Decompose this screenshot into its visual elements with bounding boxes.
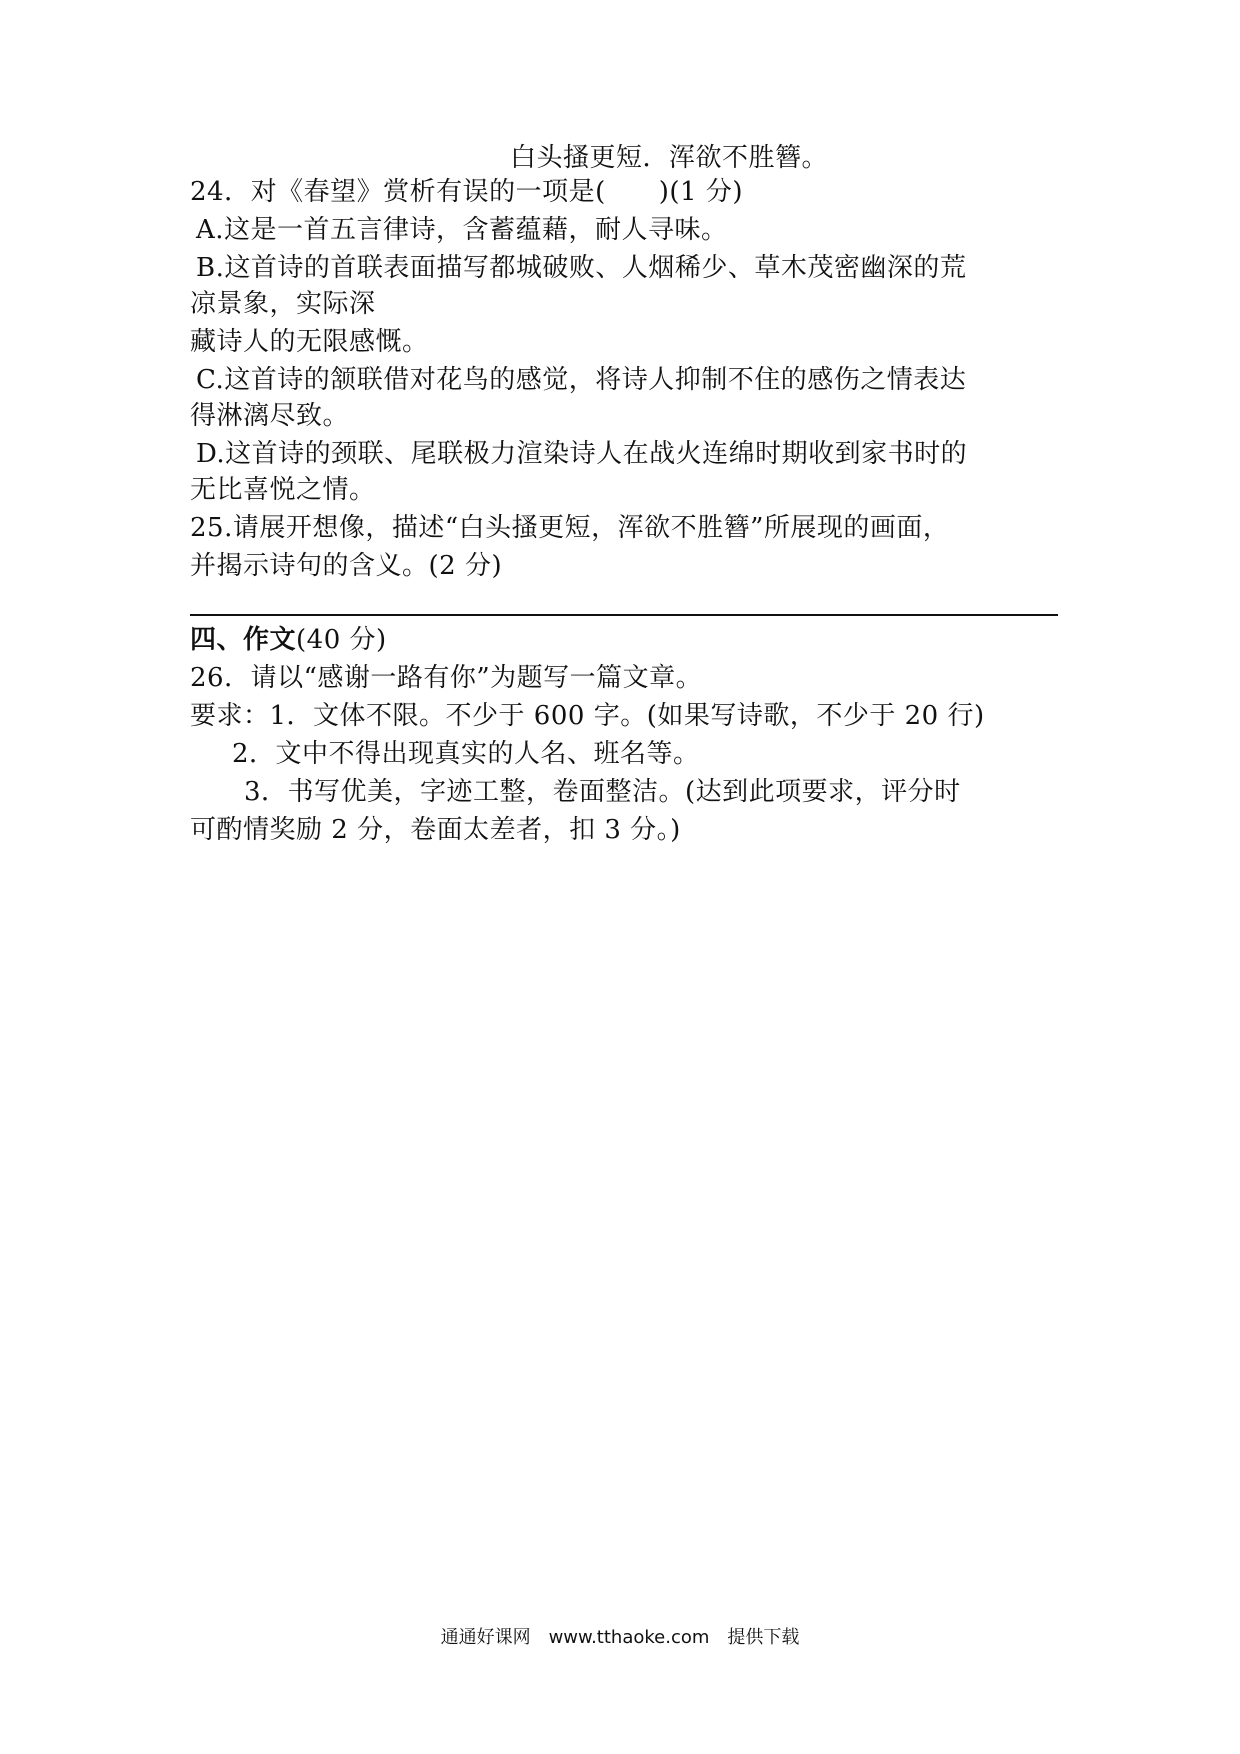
question-26-requirement-1: 要求：1．文体不限。不少于 600 字。(如果写诗歌，不少于 20 行) — [190, 701, 985, 731]
question-26-requirement-2: 2．文中不得出现真实的人名、班名等。 — [232, 739, 700, 769]
section-4-heading-row — [190, 620, 1060, 660]
section-4-score: (40 分) — [296, 625, 387, 655]
question-24-option-b-line1: B.这首诗的首联表面描写都城破败、人烟稀少、草木茂密幽深的荒 — [196, 253, 967, 283]
question-24-option-c-line1: C.这首诗的颔联借对花鸟的感觉，将诗人抑制不住的感伤之情表达 — [196, 365, 967, 395]
page-footer: 通通好课网 www.tthaoke.com 提供下载 — [440, 1627, 800, 1648]
question-25-line2: 并揭示诗句的含义。(2 分) — [190, 551, 503, 581]
poem-tail-line: 白头搔更短．浑欲不胜簪。 — [510, 143, 829, 173]
question-24-stem: 24．对《春望》赏析有误的一项是( )(1 分) — [190, 177, 743, 207]
question-26-requirement-3-line2: 可酌情奖励 2 分，卷面太差者，扣 3 分。) — [190, 815, 681, 845]
question-24-option-b-line3: 藏诗人的无限感慨。 — [190, 327, 429, 357]
question-24-option-b-line2: 凉景象，实际深 — [190, 289, 376, 319]
question-25-line1: 25.请展开想像，描述“白头搔更短，浑欲不胜簪”所展现的画面， — [190, 513, 950, 543]
question-26-prompt: 26．请以“感谢一路有你”为题写一篇文章。 — [190, 663, 703, 693]
question-24-option-c-line2: 得淋漓尽致。 — [190, 401, 350, 431]
section-4-heading: 四、作文 — [190, 625, 297, 655]
section-divider — [190, 614, 1058, 616]
question-24-option-d-line1: D.这首诗的颈联、尾联极力渲染诗人在战火连绵时期收到家书时的 — [196, 439, 968, 469]
question-24-option-a: A.这是一首五言律诗，含蓄蕴藉，耐人寻味。 — [196, 215, 728, 245]
question-26-requirement-3-line1: 3．书写优美，字迹工整，卷面整洁。(达到此项要求，评分时 — [244, 777, 961, 807]
question-24-option-d-line2: 无比喜悦之情。 — [190, 475, 376, 505]
